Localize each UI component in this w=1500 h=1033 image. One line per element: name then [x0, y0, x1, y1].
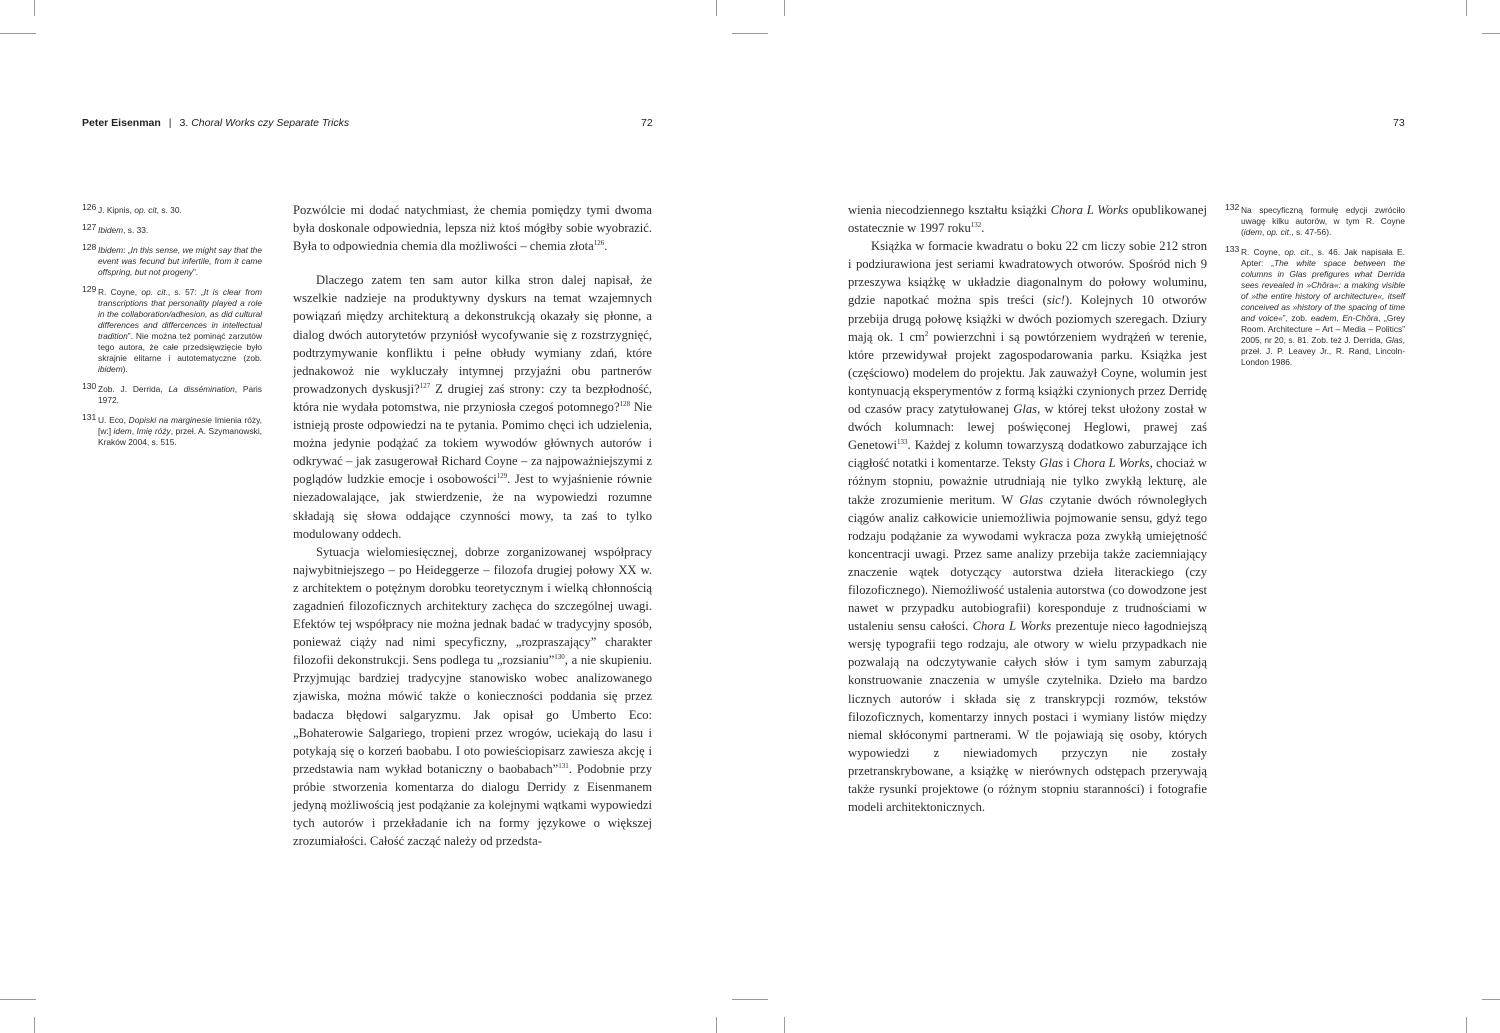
footnote	[1225, 202, 1405, 238]
header-author: Peter Eisenman	[82, 117, 161, 129]
footnote-number: 128	[82, 242, 97, 252]
running-header	[82, 117, 349, 129]
paragraph: Dlaczego zatem ten sam autor kilka stron dalej napisał, że wszelkie nadzieje na produktywny dyskurs na temat wzajemnych powiązań między architekturą a dekonstrukcją okazały się płonne, a dialog dwóch autorytetów przyniósł wycofywanie się z rozstrzygnięć, podtrzymywanie konfliktu i pełne obłudy wymiany zdań, które jednakowoż nie wykluczały intymnej przyjaźni obu partnerów prowadzonych dyskusji?$^{127}$ Z drugiej zaś strony: czy ta bezpłodność, która nie wydała potomstwa, nie przyniosła czegoś potomnego?$^{128}$ Nie istnieją proste odpowiedzi na te pytania. Pomimo chęci ich udzielenia, można jedynie podążać za tokiem wywodów głównych autorów i odkrywać – jak zasugerował Richard Coyne – za najpoważniejszymi z poglądów ludzkie emocje i osobowości$^{129}$. Jest to wyjaśnienie równie niezadowalające, jak stwierdzenie, że na wypowiedzi rozumne składają się słowa oddające czynności mowy, ta zaś to tylko modulowany oddech.	[293, 273, 652, 541]
body-text-left	[293, 201, 652, 850]
header-chapter-number: 3.	[179, 117, 189, 129]
footnote	[82, 381, 262, 406]
crop-mark	[716, 1017, 717, 1033]
crop-mark	[1466, 0, 1467, 16]
crop-mark	[0, 999, 36, 1000]
header-chapter-title: Choral Works czy Separate Tricks	[191, 117, 350, 129]
footnote-text: Ibidem, s. 33.	[98, 225, 149, 235]
crop-mark	[1482, 999, 1500, 1000]
footnotes-right	[1225, 202, 1405, 377]
crop-mark	[0, 33, 36, 34]
footnote-text: Zob. J. Derrida, La dissémination, Paris 1972.	[98, 384, 262, 405]
footnote	[1225, 244, 1405, 368]
footnote-number: 132	[1225, 202, 1240, 212]
paragraph: wienia niecodziennego kształtu książki Chora L Works opublikowanej ostatecznie w 1997 roku$^{132}$.	[848, 203, 1207, 236]
crop-mark	[34, 0, 35, 16]
paragraph: Pozwólcie mi dodać natychmiast, że chemia pomiędzy tymi dwoma była doskonale odpowiednia, lepsza niż ktoś mógłby sobie wyobrazić. Była to odpowiednia chemia dla możliwości – chemia złota$^{126}$.	[293, 203, 652, 254]
crop-mark	[716, 0, 717, 16]
page-number-right: 73	[1393, 117, 1405, 129]
footnote-number: 129	[82, 284, 97, 294]
footnote-text: R. Coyne, op. cit., s. 46. Jak napisała E. Apter: „The white space between the columns in Glas prefigures what Derrida sees revealed in »Chôra«: a making visible of »the entire history of architecture«, itself conceived as »history of the spacing of time and voice«”, zob. eadem, En-Chôra, „Grey Room. Architecture – Art – Media – Politics” 2005, nr 20, s. 81. Zob. też J. Derrida, Glas, przeł. J. P. Leavey Jr., R. Rand, Lincoln-London 1986.	[1241, 247, 1405, 367]
footnote-number: 133	[1225, 244, 1240, 254]
footnote	[82, 412, 263, 448]
footnote	[82, 242, 263, 278]
crop-mark	[732, 33, 768, 34]
footnote-number: 131	[82, 412, 97, 422]
page-number-left: 72	[641, 117, 653, 129]
footnotes-left	[82, 202, 263, 457]
footnote	[82, 222, 262, 236]
crop-mark	[784, 0, 785, 16]
footnote-number: 126	[82, 202, 97, 212]
crop-mark	[732, 999, 768, 1000]
footnote	[82, 284, 262, 375]
footnote-text: U. Eco, Dopiski na marginesie Imienia róży, [w:] idem, Imię róży, przeł. A. Szymanowski, Kraków 2004, s. 515.	[98, 415, 263, 447]
crop-mark	[1466, 1017, 1467, 1033]
footnote-number: 130	[82, 381, 97, 391]
footnote-number: 127	[82, 222, 97, 232]
body-text-right	[848, 201, 1207, 816]
paragraph: Sytuacja wielomiesięcznej, dobrze zorganizowanej współpracy najwybitniejszego – po Heideggerze – filozofa drugiej połowy XX w. z architektem o potężnym dorobku teoretycznym i wielką chłonnością zagadnień filozoficznych architektury zachęca do szczególnej uwagi. Efektów tej współpracy nie można jednak badać w tradycyjny sposób, ponieważ ciąży nad nimi specyficzny, „rozpraszający” charakter filozofii dekonstrukcji. Sens podlega tu „rozsianiu”$^{130}$, a nie skupieniu. Przyjmując bardziej tradycyjne stanowisko wobec analizowanego zjawiska, można mówić także o konieczności poddania się przez badacza błędowi salgaryzmu. Jak opisał go Umberto Eco: „Bohaterowie Salgariego, tropieni przez wrogów, uciekają do lasu i potykają się o korzeń baobabu. I oto powieściopisarz zawiesza akcję i przedstawia nam wykład botaniczny o baobabach”$^{131}$. Podobnie przy próbie stworzenia komentarza do dialogu Derridy z Eisenmanem jedyną możliwością jest podążanie za kolejnymi wątkami wypowiedzi tych autorów i przekładanie ich na formy językowe o większej zrozumiałości. Całość zacząć należy od przedsta-	[293, 544, 652, 849]
footnote-text: J. Kipnis, op. cit, s. 30.	[98, 205, 182, 215]
paragraph: Książka w formacie kwadratu o boku 22 cm liczy sobie 212 stron i podziurawiona jest seriami kwadratowych otworów. Spośród nich 9 przeszywa książkę w układzie diagonalnym do połowy woluminu, gdzie napotkać można spis treści (sic!). Kolejnych 10 otworów przebija drugą połowę książki w dwóch poziomych szeregach. Dziury mają ok. 1 $cm^2$ powierzchni i są powtórzeniem wydrążeń w terenie, które przewidywał projekt zagospodarowania parku. Książka jest (częściowo) modelem do projektu. Jak zauważył Coyne, wolumin jest kontynuacją eksperymentów z formą książki czynionych przez Derridę od czasów pracy zatytułowanej Glas, w której tekst ułożony został w dwóch kolumnach: lewej poświęconej Heglowi, prawej zaś Genetowi$^{133}$. Każdej z kolumn towarzyszą dodatkowo zaburzające ich ciągłość notatki i komentarze. Teksty Glas i Chora L Works, chociaż w różnym stopniu, poważnie utrudniają nie tylko zwykłą lekturę, ale także zrozumienie meritum. W Glas czytanie dwóch równoległych ciągów analiz całkowicie uniemożliwia pojmowanie sensu, gdyż tego rodzaju podążanie za wywodami wykracza poza zwykłą umiejętność koncentracji uwagi. Przez same analizy przebija także zaciemniający znaczenie wątek dotyczący autorstwa dzieła literackiego (czy filozoficznego). Niemożliwość ustalenia autorstwa (co dowodzone jest nawet w przypadku autobiografii) koresponduje z trudnościami w ustaleniu sensu całości. Chora L Works prezentuje nieco łagodniejszą wersję typografii tego rodzaju, ale otwory w wielu przypadkach nie pozwalają na odczytywanie całych słów i tym samym zaburzają konstruowanie znaczenia w umyśle czytelnika. Dzieło ma bardzo licznych autorów i składa się z transkrypcji rozmów, tekstów filozoficznych, komentarzy innych postaci i wymiany listów między niemal skłóconymi partnerami. W tle pojawiają się osoby, których wypowiedzi z niewiadomych przyczyn nie zostały przetranskrybowane, a książkę w nierównych odstępach przerywają także rysunki projektowe (o różnym stopniu staranności) i fotografie modeli architektonicznych.	[848, 239, 1208, 815]
footnote-text: R. Coyne, op. cit., s. 57: „It is clear from transcriptions that personality played a role in the collaboration/adhesion, as did cultural differences and differcences in intellectual tradition”. Nie można też pominąć zarzutów tego autora, że całe przedsięwzięcie było skrajnie elitarne i autotematyczne (zob. ibidem).	[98, 287, 262, 374]
crop-mark	[1482, 33, 1500, 34]
header-separator: |	[168, 117, 172, 129]
footnote-text: Na specyficzną formułę edycji zwróciło uwagę kilku autorów, w tym R. Coyne (idem, op. cit., s. 47-56).	[1241, 205, 1405, 237]
footnote-text: Ibidem: „In this sense, we might say that the event was fecund but infertile, from it came offspring, but not progeny”.	[98, 245, 263, 277]
footnote	[82, 202, 262, 216]
crop-mark	[784, 1017, 785, 1033]
crop-mark	[34, 1017, 35, 1033]
